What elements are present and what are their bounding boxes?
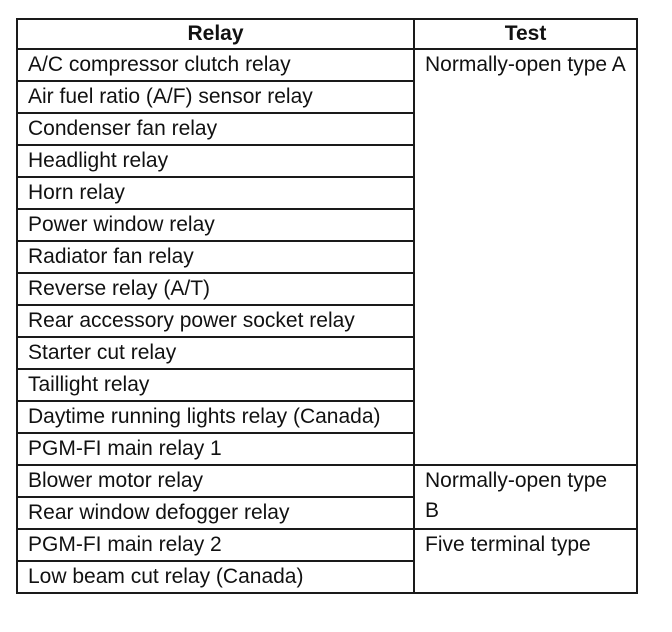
test-type-cell: Five terminal type [414,529,637,593]
test-type-cell: Normally-open type A [414,49,637,465]
table-row [17,529,637,561]
relay-name-cell: Air fuel ratio (A/F) sensor relay [17,81,414,113]
relay-name-cell: Reverse relay (A/T) [17,273,414,305]
relay-table-body [17,49,637,593]
relay-name-cell: Rear window defogger relay [17,497,414,529]
relay-name-cell: Horn relay [17,177,414,209]
relay-name-cell: Radiator fan relay [17,241,414,273]
relay-name-cell: Starter cut relay [17,337,414,369]
relay-test-table [16,18,638,594]
relay-name-cell: PGM-FI main relay 1 [17,433,414,465]
relay-name-cell: Power window relay [17,209,414,241]
relay-name-cell: Low beam cut relay (Canada) [17,561,414,593]
relay-column-header: Relay [17,19,414,49]
relay-name-cell: Daytime running lights relay (Canada) [17,401,414,433]
relay-name-cell: Taillight relay [17,369,414,401]
test-column-header: Test [414,19,637,49]
relay-name-cell: Rear accessory power socket relay [17,305,414,337]
header-row [17,19,637,49]
relay-name-cell: PGM-FI main relay 2 [17,529,414,561]
table-row [17,465,637,497]
relay-name-cell: A/C compressor clutch relay [17,49,414,81]
relay-name-cell: Condenser fan relay [17,113,414,145]
relay-name-cell: Headlight relay [17,145,414,177]
relay-name-cell: Blower motor relay [17,465,414,497]
table-row [17,49,637,81]
test-type-cell: Normally-open type B [414,465,637,529]
